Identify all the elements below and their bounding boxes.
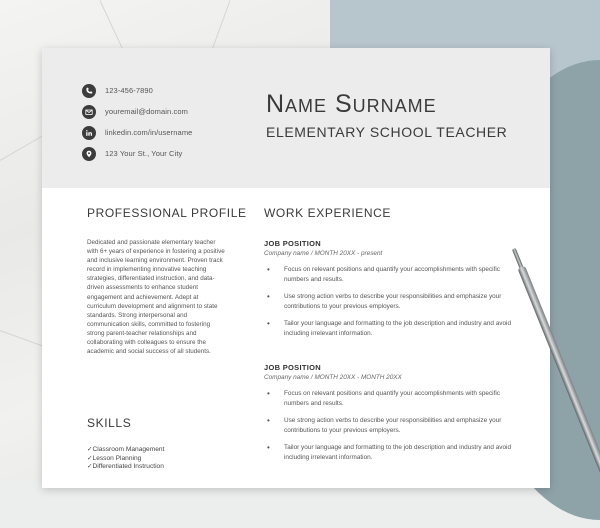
contact-address-text: 123 Your St., Your City: [105, 149, 183, 158]
job-entry: [264, 363, 526, 463]
skills-list: [87, 446, 164, 472]
phone-icon: [82, 84, 96, 98]
job-bullet: • Tailor your language and formatting to the job description and industry and avoid including irrelevant information.: [264, 443, 526, 462]
job-entry: [264, 239, 526, 339]
contact-linkedin-text: linkedin.com/in/username: [105, 128, 193, 137]
contact-phone-text: 123-456-7890: [105, 86, 153, 95]
job-bullet: • Use strong action verbs to describe your responsibilities and emphasize your contributions to your previous employers.: [264, 292, 526, 311]
job-bullet: • Use strong action verbs to describe your responsibilities and emphasize your contributions to your previous employers.: [264, 416, 526, 435]
profile-heading: PROFESSIONAL PROFILE: [87, 206, 247, 220]
job-bullet: • Focus on relevant positions and quantify your accomplishments with specific numbers and results.: [264, 389, 526, 408]
contact-address: [82, 143, 192, 164]
contact-list: [82, 80, 192, 164]
contact-email-text: youremail@domain.com: [105, 107, 188, 116]
skill-item: ✓ Differentiated Instruction: [87, 463, 164, 472]
location-pin-icon: [82, 147, 96, 161]
experience-heading: WORK EXPERIENCE: [264, 206, 392, 220]
job-position: JOB POSITION: [264, 363, 321, 372]
job-bullet: • Focus on relevant positions and quantify your accomplishments with specific numbers and results.: [264, 265, 526, 284]
skills-heading: SKILLS: [87, 416, 132, 430]
contact-email: [82, 101, 192, 122]
job-position: JOB POSITION: [264, 239, 321, 248]
linkedin-icon: [82, 126, 96, 140]
job-company: Company name / MONTH 20XX - present: [264, 250, 383, 257]
resume-page: [42, 48, 550, 488]
job-bullet: • Tailor your language and formatting to the job description and industry and avoid including irrelevant information.: [264, 319, 526, 338]
email-icon: [82, 105, 96, 119]
job-company: Company name / MONTH 20XX - MONTH 20XX: [264, 374, 402, 381]
skill-item: ✓ Classroom Management: [87, 446, 164, 455]
contact-phone: [82, 80, 192, 101]
candidate-name: Name Surname: [266, 90, 437, 118]
contact-linkedin: [82, 122, 192, 143]
skill-item: ✓ Lesson Planning: [87, 455, 164, 464]
candidate-title: ELEMENTARY SCHOOL TEACHER: [266, 124, 508, 140]
profile-text: Dedicated and passionate elementary teacher with 6+ years of experience in fostering a positive and inclusive learning environment. Proven track record in implementing innovative teaching strategies, differentiated instruction, and data-driven assessments to enhance student engagement and achievement. Adept at curriculum development and alignment to state standards. Strong interpersonal and communication skills, committed to fostering strong parent-teacher relationships and collaborating with colleagues to ensure the academic and social success of all students.: [87, 239, 225, 356]
